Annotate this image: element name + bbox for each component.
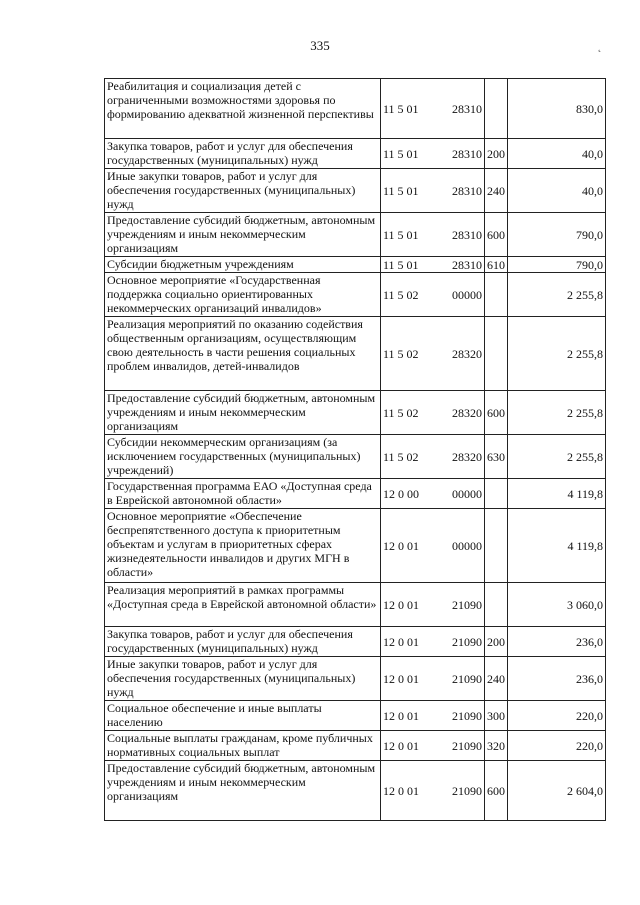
row-expense-type: 600 [485,761,508,821]
row-sum: 2 604,0 [508,761,606,821]
table-row [105,139,606,169]
row-program-code: 12 0 01 [383,538,419,553]
row-program-code: 12 0 01 [383,708,419,723]
row-direction-code: 28310 [452,101,482,116]
row-name: Закупка товаров, работ и услуг для обеспечения государственных (муниципальных) нужд [105,627,381,657]
row-program-code: 11 5 02 [383,346,419,361]
row-name: Реализация мероприятий по оказанию содействия общественным организациям, осуществляющим свою деятельность в части решения социальных проблем инвалидов, детей-инвалидов [105,317,381,391]
row-expense-type [485,583,508,627]
row-sum: 2 255,8 [508,435,606,479]
row-name: Реабилитация и социализация детей с ограниченными возможностями здоровья по формированию адекватной жизненной перспективы [105,79,381,139]
row-direction-code: 00000 [452,486,482,501]
table-row [105,79,606,139]
table-row [105,435,606,479]
table-row [105,583,606,627]
row-expense-type: 630 [485,435,508,479]
row-program-code: 12 0 01 [383,671,419,686]
row-name: Социальное обеспечение и иные выплаты населению [105,701,381,731]
row-name: Субсидии некоммерческим организациям (за исключением государственных (муниципальных) учреждений) [105,435,381,479]
table-row [105,169,606,213]
table-row [105,257,606,273]
row-sum: 40,0 [508,139,606,169]
row-expense-type: 200 [485,139,508,169]
row-target-code [381,627,485,657]
row-program-code: 11 5 01 [383,101,419,116]
row-name: Основное мероприятие «Государственная поддержка социально ориентированных некоммерческих организаций инвалидов» [105,273,381,317]
row-expense-type [485,317,508,391]
row-target-code [381,583,485,627]
row-target-code [381,317,485,391]
table-row [105,317,606,391]
row-target-code [381,731,485,761]
row-sum: 40,0 [508,169,606,213]
row-target-code [381,701,485,731]
row-sum: 830,0 [508,79,606,139]
row-target-code [381,479,485,509]
row-expense-type: 600 [485,391,508,435]
row-name: Предоставление субсидий бюджетным, автономным учреждениям и иным некоммерческим организациям [105,761,381,821]
row-program-code: 11 5 02 [383,449,419,464]
row-sum: 790,0 [508,257,606,273]
row-direction-code: 21090 [452,671,482,686]
row-direction-code: 21090 [452,597,482,612]
row-program-code: 12 0 01 [383,597,419,612]
table-row [105,273,606,317]
row-direction-code: 21090 [452,738,482,753]
row-direction-code: 28320 [452,405,482,420]
row-expense-type: 600 [485,213,508,257]
table-row [105,761,606,821]
row-name: Государственная программа ЕАО «Доступная среда в Еврейской автономной области» [105,479,381,509]
table-row [105,391,606,435]
row-name: Предоставление субсидий бюджетным, автономным учреждениям и иным некоммерческим организациям [105,391,381,435]
row-target-code [381,509,485,583]
row-target-code [381,213,485,257]
row-name: Иные закупки товаров, работ и услуг для обеспечения государственных (муниципальных) нужд [105,169,381,213]
row-name: Реализация мероприятий в рамках программы «Доступная среда в Еврейской автономной области» [105,583,381,627]
row-target-code [381,257,485,273]
row-direction-code: 00000 [452,287,482,302]
row-sum: 4 119,8 [508,479,606,509]
row-expense-type: 240 [485,657,508,701]
row-target-code [381,79,485,139]
row-expense-type [485,79,508,139]
row-expense-type [485,509,508,583]
table-row [105,213,606,257]
row-target-code [381,761,485,821]
row-direction-code: 28320 [452,449,482,464]
row-sum: 236,0 [508,627,606,657]
page-number: 335 [310,38,330,53]
row-expense-type [485,273,508,317]
row-expense-type: 320 [485,731,508,761]
row-sum: 4 119,8 [508,509,606,583]
table-row [105,731,606,761]
row-program-code: 11 5 01 [383,183,419,198]
row-sum: 2 255,8 [508,317,606,391]
row-direction-code: 28310 [452,227,482,242]
row-direction-code: 28310 [452,146,482,161]
row-program-code: 11 5 02 [383,287,419,302]
table-row [105,479,606,509]
row-name: Иные закупки товаров, работ и услуг для обеспечения государственных (муниципальных) нужд [105,657,381,701]
row-program-code: 12 0 01 [383,738,419,753]
row-direction-code: 28320 [452,346,482,361]
budget-table [104,78,606,821]
row-expense-type: 200 [485,627,508,657]
row-sum: 3 060,0 [508,583,606,627]
row-sum: 220,0 [508,731,606,761]
row-direction-code: 28310 [452,183,482,198]
row-sum: 790,0 [508,213,606,257]
budget-table-body [105,79,606,821]
row-program-code: 12 0 01 [383,783,419,798]
row-name: Закупка товаров, работ и услуг для обеспечения государственных (муниципальных) нужд [105,139,381,169]
row-target-code [381,657,485,701]
row-sum: 236,0 [508,657,606,701]
row-expense-type: 240 [485,169,508,213]
row-program-code: 11 5 01 [383,257,419,272]
row-sum: 2 255,8 [508,273,606,317]
table-row [105,509,606,583]
row-sum: 220,0 [508,701,606,731]
row-expense-type: 300 [485,701,508,731]
row-target-code [381,391,485,435]
table-row [105,701,606,731]
row-direction-code: 00000 [452,538,482,553]
row-program-code: 12 0 00 [383,486,419,501]
row-expense-type [485,479,508,509]
row-direction-code: 21090 [452,634,482,649]
row-program-code: 11 5 01 [383,146,419,161]
row-target-code [381,139,485,169]
table-row [105,657,606,701]
row-name: Основное мероприятие «Обеспечение беспрепятственного доступа к приоритетным объектам и услугам в приоритетных сферах жизнедеятельности инвалидов и других МГН в области» [105,509,381,583]
row-name: Субсидии бюджетным учреждениям [105,257,381,273]
margin-mark: ˛ [598,42,602,53]
row-program-code: 11 5 01 [383,227,419,242]
row-target-code [381,273,485,317]
row-expense-type: 610 [485,257,508,273]
row-name: Предоставление субсидий бюджетным, автономным учреждениям и иным некоммерческим организациям [105,213,381,257]
table-row [105,627,606,657]
row-sum: 2 255,8 [508,391,606,435]
row-direction-code: 28310 [452,257,482,272]
row-target-code [381,435,485,479]
row-program-code: 11 5 02 [383,405,419,420]
row-target-code [381,169,485,213]
row-program-code: 12 0 01 [383,634,419,649]
row-direction-code: 21090 [452,708,482,723]
row-direction-code: 21090 [452,783,482,798]
row-name: Социальные выплаты гражданам, кроме публичных нормативных социальных выплат [105,731,381,761]
